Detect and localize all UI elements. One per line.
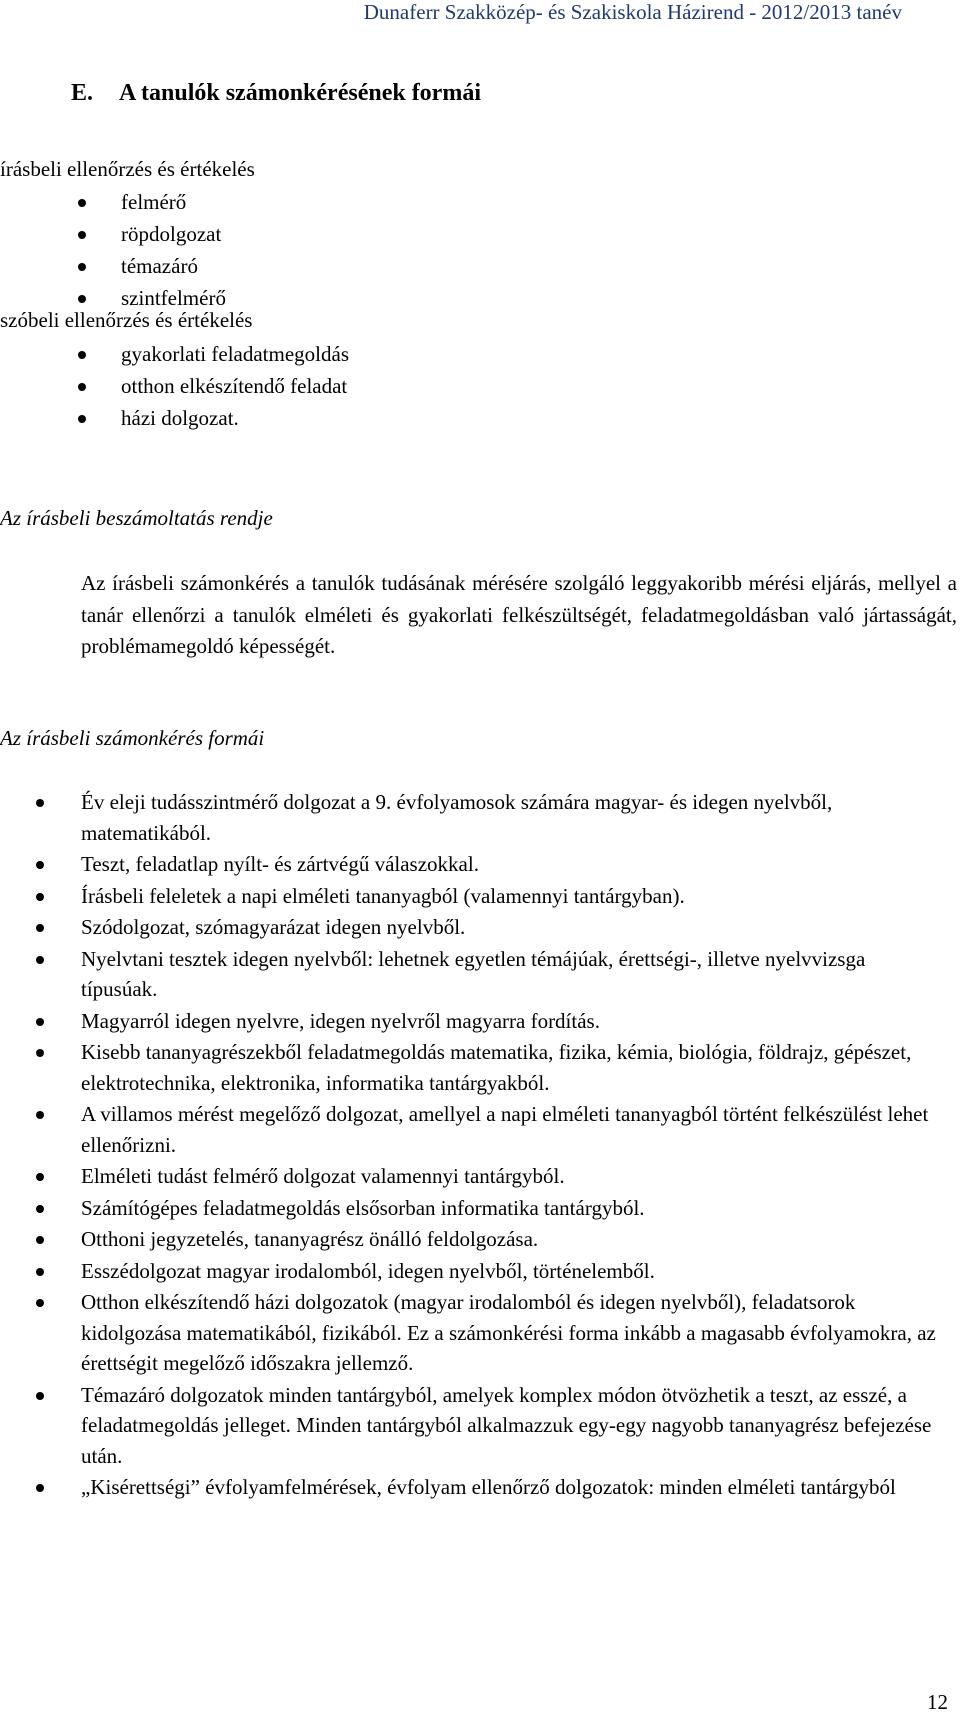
bullet-icon [36, 1236, 44, 1244]
list-item: Kisebb tananyagrészekből feladatmegoldás matematika, fizika, kémia, biológia, földrajz, gépészet, elektrotechnika, elektronika, informatika tantárgyakból. [0, 1037, 941, 1098]
bullet-icon [36, 893, 44, 901]
list-item: házi dolgozat. [0, 402, 960, 434]
list-item: gyakorlati feladatmegoldás [0, 338, 960, 370]
written-check-label: írásbeli ellenőrzés és értékelés [0, 157, 255, 181]
bullet-icon [36, 1111, 44, 1119]
bullet-icon [36, 1299, 44, 1307]
section-title-text: A tanulók számonkérésének formái [119, 80, 481, 106]
list-item: „Kisérettségi” évfolyamfelmérések, évfolyam ellenőrző dolgozatok: minden elméleti tantárgyból [0, 1472, 941, 1503]
oral-check-label: szóbeli ellenőrzés és értékelés [0, 308, 253, 332]
bullet-icon [36, 1484, 44, 1492]
bullet-icon [36, 924, 44, 932]
list-item: Írásbeli feleletek a napi elméleti tananyagból (valamennyi tantárgyban). [0, 881, 941, 912]
bullet-icon [78, 415, 86, 423]
bullet-icon [36, 956, 44, 964]
forms-heading: Az írásbeli számonkérés formái [0, 726, 265, 750]
page-header: Dunaferr Szakközép- és Szakiskola Házirend - 2012/2013 tanév [363, 0, 902, 24]
written-check-list [0, 186, 960, 314]
list-item: felmérő [0, 186, 960, 218]
list-item: röpdolgozat [0, 218, 960, 250]
list-item: Otthoni jegyzetelés, tananyagrész önálló feldolgozása. [0, 1224, 941, 1255]
bullet-icon [78, 231, 86, 239]
bullet-icon [78, 383, 86, 391]
list-item: Elméleti tudást felmérő dolgozat valamennyi tantárgyból. [0, 1161, 941, 1192]
bullet-icon [78, 199, 86, 207]
section-letter: E. [71, 80, 94, 106]
page-number: 12 [927, 1690, 948, 1714]
list-item: Témazáró dolgozatok minden tantárgyból, amelyek komplex módon ötvözhetik a teszt, az esszé, a feladatmegoldás jelleget. Minden tantárgyból alkalmazzuk egy-egy nagyobb tananyagrész befejezése után. [0, 1380, 941, 1472]
list-item: Nyelvtani tesztek idegen nyelvből: lehetnek egyetlen témájúak, érettségi-, illetve nyelvvizsga típusúak. [0, 944, 941, 1005]
bullet-icon [78, 295, 86, 303]
bullet-icon [36, 1268, 44, 1276]
oral-check-list [0, 338, 960, 434]
bullet-icon [78, 351, 86, 359]
list-item: Magyarról idegen nyelvre, idegen nyelvről magyarra fordítás. [0, 1006, 941, 1037]
bullet-icon [36, 1173, 44, 1181]
forms-list [0, 787, 960, 1504]
bullet-icon [78, 263, 86, 271]
bullet-icon [36, 1205, 44, 1213]
list-item: Otthon elkészítendő házi dolgozatok (magyar irodalomból és idegen nyelvből), feladatsorok kidolgozása matematikából, fizikából. Ez a számonkérési forma inkább a magasabb évfolyamokra, az érettségit megelőző időszakra jellemző. [0, 1287, 941, 1379]
bullet-icon [36, 1018, 44, 1026]
order-heading: Az írásbeli beszámoltatás rendje [0, 506, 273, 530]
section-title [71, 80, 481, 107]
list-item: témazáró [0, 250, 960, 282]
bullet-icon [36, 1049, 44, 1057]
order-paragraph: Az írásbeli számonkérés a tanulók tudásának mérésére szolgáló leggyakoribb mérési eljárás, mellyel a tanár ellenőrzi a tanulók elméleti és gyakorlati felkészültségét, feladatmegoldásban való jártasságát, problémamegoldó képességét. [81, 571, 957, 658]
list-item: szintfelmérő [0, 282, 960, 314]
list-item: A villamos mérést megelőző dolgozat, amellyel a napi elméleti tananyagból történt felkészülést lehet ellenőrizni. [0, 1099, 941, 1160]
bullet-icon [36, 1392, 44, 1400]
list-item: Szódolgozat, szómagyarázat idegen nyelvből. [0, 912, 941, 943]
list-item: Év eleji tudásszintmérő dolgozat a 9. évfolyamosok számára magyar- és idegen nyelvből, matematikából. [0, 787, 941, 848]
list-item: otthon elkészítendő feladat [0, 370, 960, 402]
list-item: Teszt, feladatlap nyílt- és zártvégű válaszokkal. [0, 849, 941, 880]
list-item: Számítógépes feladatmegoldás elsősorban informatika tantárgyból. [0, 1193, 941, 1224]
bullet-icon [36, 861, 44, 869]
list-item: Esszédolgozat magyar irodalomból, idegen nyelvből, történelemből. [0, 1256, 941, 1287]
bullet-icon [36, 799, 44, 807]
